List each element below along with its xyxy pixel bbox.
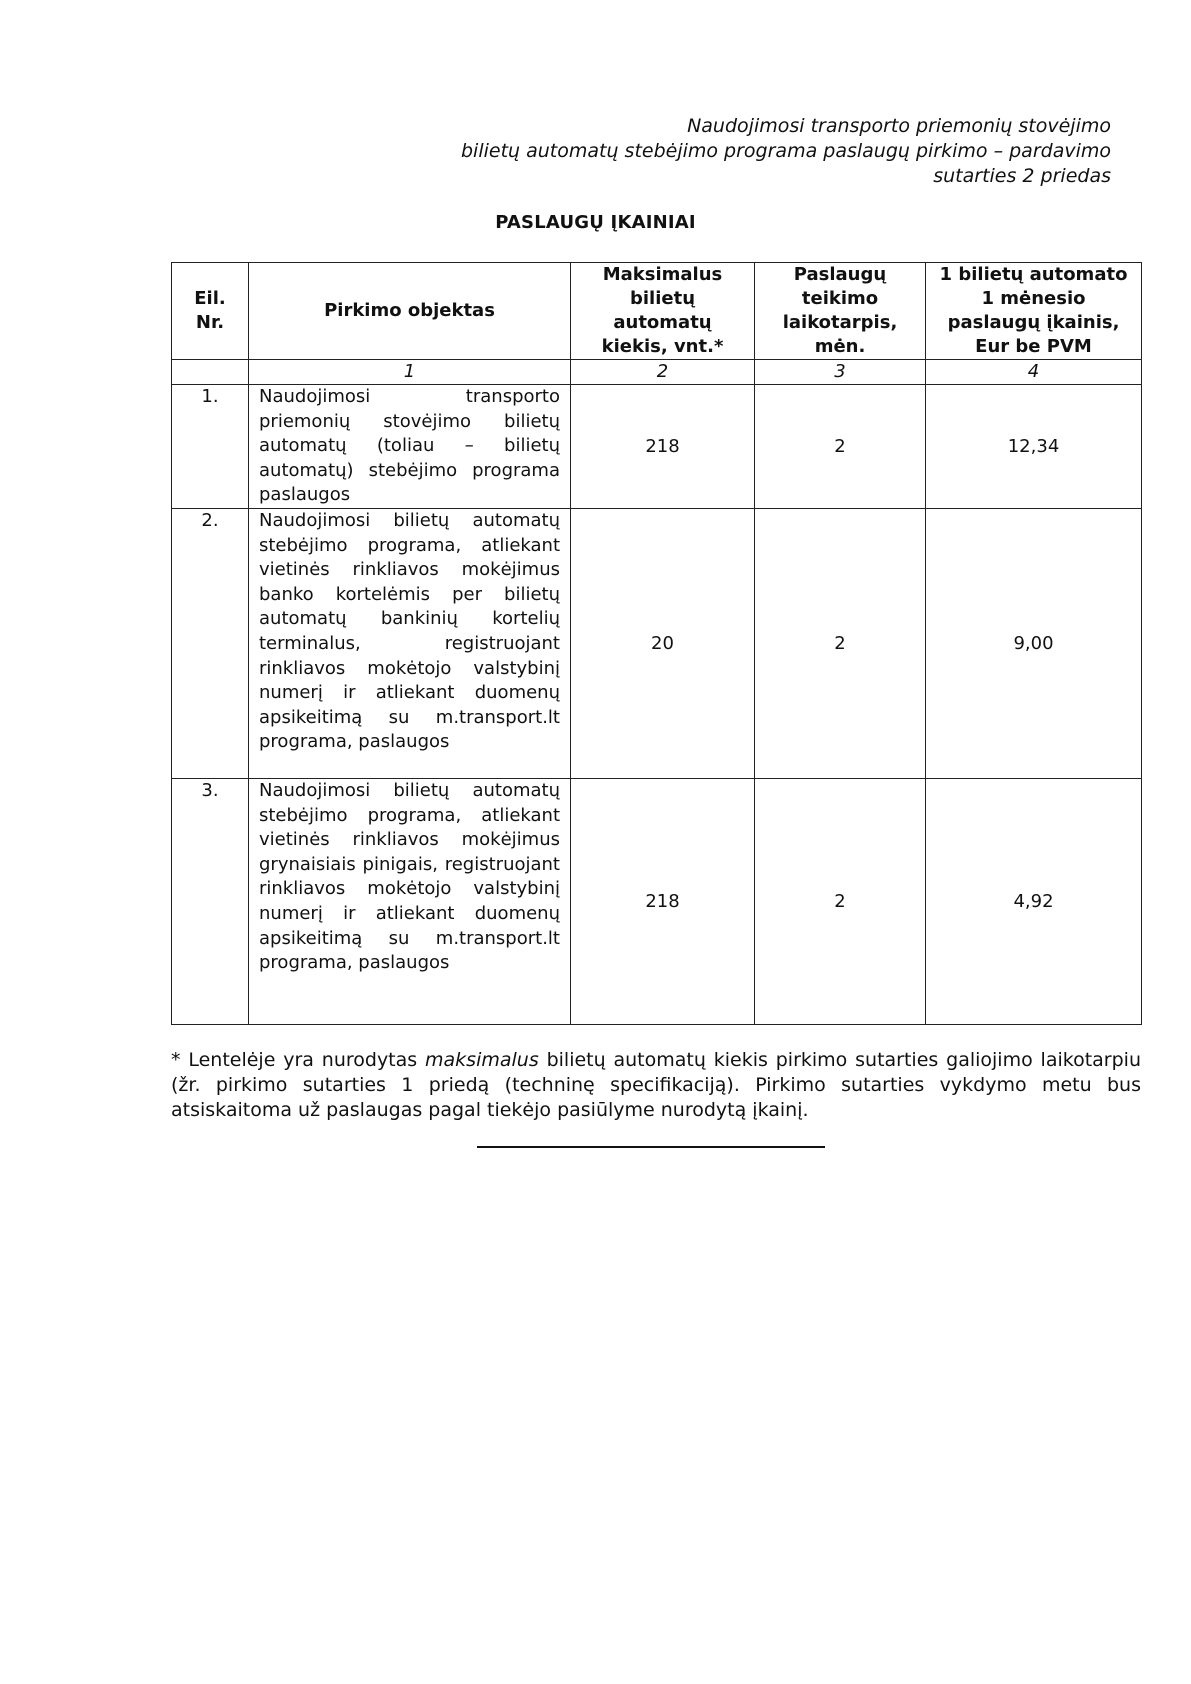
header-quantity: Maksimalus bilietų automatų kiekis, vnt.* bbox=[571, 263, 755, 360]
row-period: 2 bbox=[755, 385, 926, 509]
column-index-cell bbox=[172, 360, 249, 385]
header-period: Paslaugų teikimo laikotarpis, mėn. bbox=[755, 263, 926, 360]
row-number: 3. bbox=[172, 779, 249, 1025]
row-price: 12,34 bbox=[926, 385, 1142, 509]
row-object: Naudojimosi bilietų automatų stebėjimo programa, atliekant vietinės rinkliavos mokėjimus grynaisiais pinigais, registruojant rinkliavos mokėtojo valstybinį numerį ir atliekant duomenų apsikeitimą su m.transport.lt programa, paslaugos bbox=[249, 779, 571, 1025]
closing-divider-line bbox=[477, 1146, 825, 1148]
column-index-cell: 3 bbox=[755, 360, 926, 385]
row-number: 1. bbox=[172, 385, 249, 509]
header-object: Pirkimo objektas bbox=[249, 263, 571, 360]
row-period: 2 bbox=[755, 509, 926, 779]
appendix-header-line-1: Naudojimosi transporto priemonių stovėjimo bbox=[687, 115, 1111, 137]
row-object: Naudojimosi bilietų automatų stebėjimo programa, atliekant vietinės rinkliavos mokėjimus banko kortelėmis per bilietų automatų bankinių kortelių terminalus, registruojant rinkliavos mokėtojo valstybinį numerį ir atliekant duomenų apsikeitimą su m.transport.lt programa, paslaugos bbox=[249, 509, 571, 779]
row-quantity: 218 bbox=[571, 385, 755, 509]
table-row bbox=[172, 509, 1142, 779]
price-table bbox=[171, 262, 1142, 1025]
document-title: PASLAUGŲ ĮKAINIAI bbox=[495, 212, 696, 233]
row-quantity: 20 bbox=[571, 509, 755, 779]
header-price: 1 bilietų automato 1 mėnesio paslaugų įkainis, Eur be PVM bbox=[926, 263, 1142, 360]
appendix-header-line-2: bilietų automatų stebėjimo programa paslaugų pirkimo – pardavimo bbox=[460, 140, 1111, 162]
column-index-cell: 4 bbox=[926, 360, 1142, 385]
column-index-row bbox=[172, 360, 1142, 385]
appendix-header-line-3: sutarties 2 priedas bbox=[933, 165, 1111, 187]
header-row-number: Eil. Nr. bbox=[172, 263, 249, 360]
footnote bbox=[171, 1048, 1141, 1123]
table-row bbox=[172, 385, 1142, 509]
footnote-emphasis: maksimalus bbox=[425, 1049, 539, 1071]
row-number: 2. bbox=[172, 509, 249, 779]
footnote-suffix: bilietų automatų kiekis pirkimo sutarties galiojimo laikotarpiu (žr. pirkimo sutarties 1 priedą (techninę specifikaciją). Pirkimo sutarties vykdymo metu bus atsiskaitoma už paslaugas pagal tiekėjo pasiūlyme nurodytą įkainį. bbox=[171, 1049, 1141, 1121]
footnote-prefix: * Lentelėje yra nurodytas bbox=[171, 1049, 426, 1071]
table-row bbox=[172, 779, 1142, 1025]
row-object: Naudojimosi transporto priemonių stovėjimo bilietų automatų (toliau – bilietų automatų) stebėjimo programa paslaugos bbox=[249, 385, 571, 509]
row-price: 9,00 bbox=[926, 509, 1142, 779]
row-price: 4,92 bbox=[926, 779, 1142, 1025]
table-header-row bbox=[172, 263, 1142, 360]
column-index-cell: 1 bbox=[249, 360, 571, 385]
appendix-header-note bbox=[351, 114, 1111, 189]
row-period: 2 bbox=[755, 779, 926, 1025]
column-index-cell: 2 bbox=[571, 360, 755, 385]
row-quantity: 218 bbox=[571, 779, 755, 1025]
